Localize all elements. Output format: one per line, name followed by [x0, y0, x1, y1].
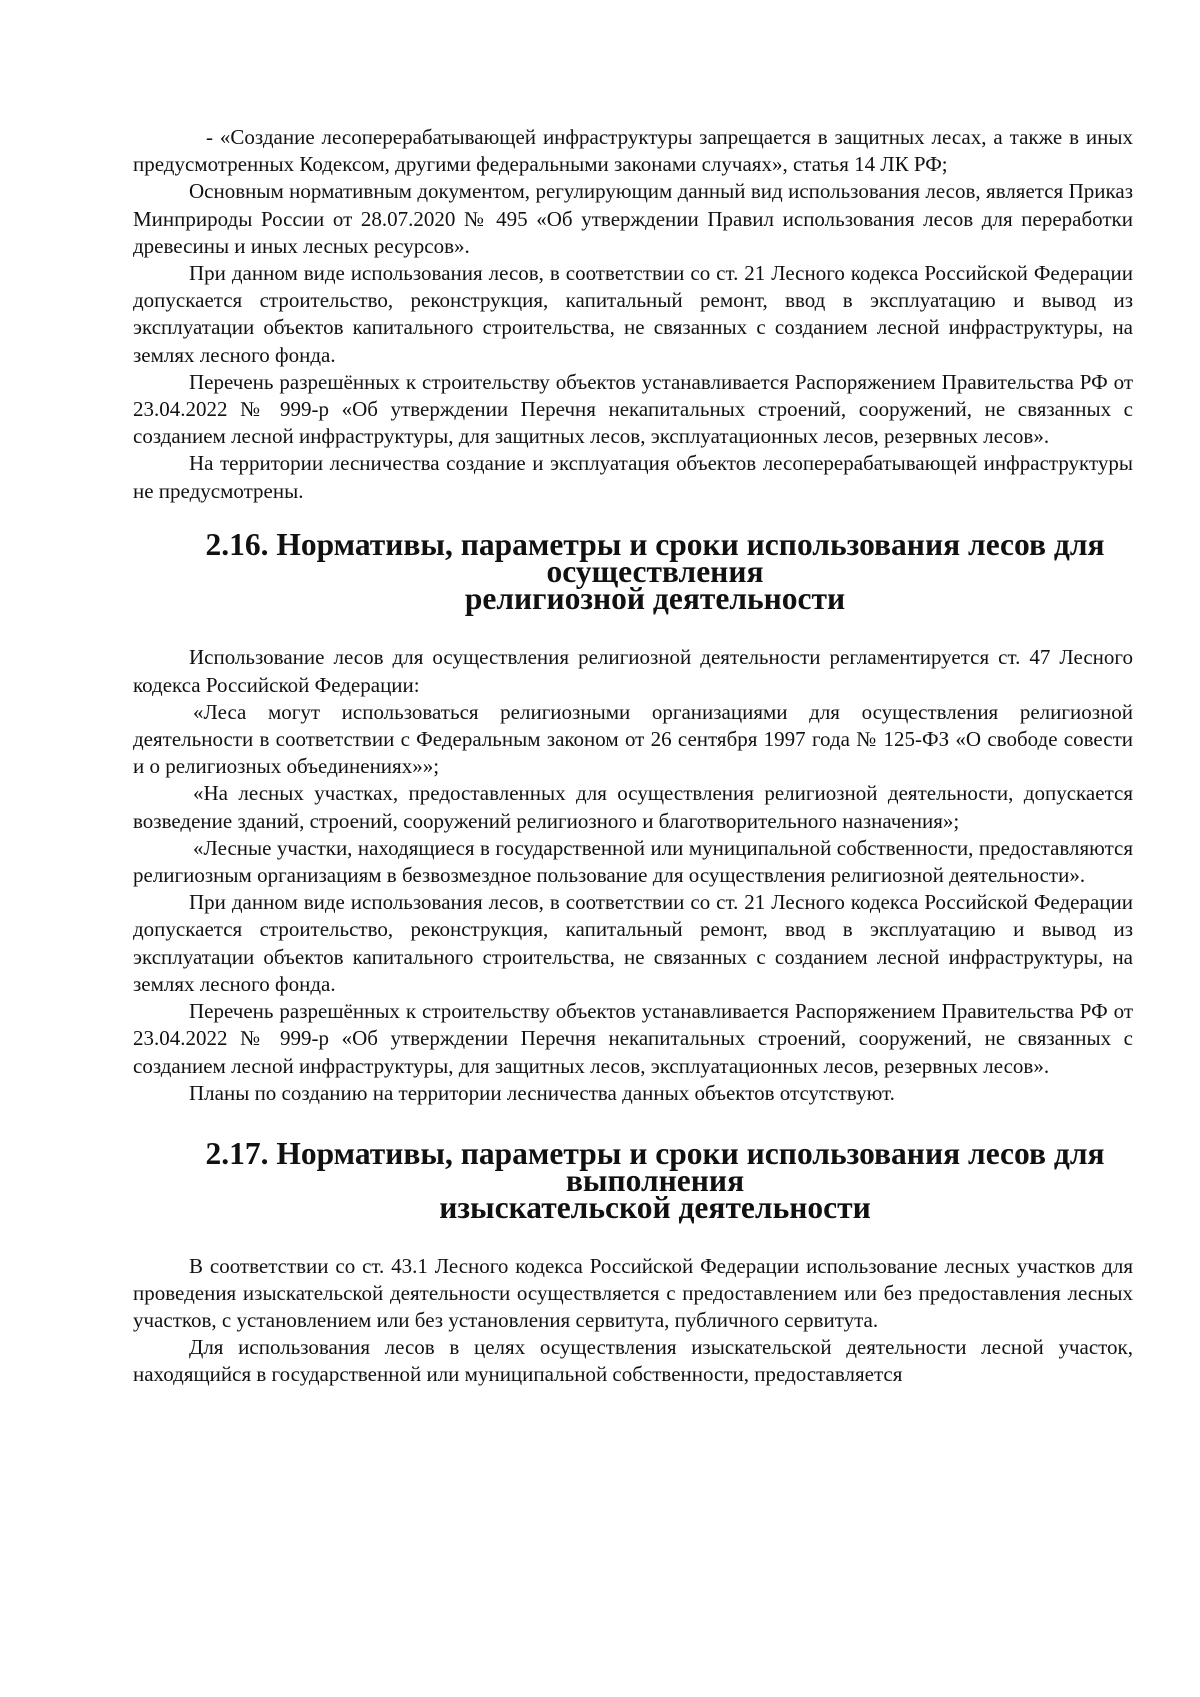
section-217-paragraph: Для использования лесов в целях осуществления изыскательской деятельности лесной участок, находящийся в государственной или муниципальной собственности, предоставляется — [133, 1335, 1133, 1387]
section-217-heading-line1: 2.17. Нормативы, параметры и сроки использования лесов для выполнения — [205, 1135, 1105, 1199]
section-216-quote: «На лесных участках, предоставленных для осуществления религиозной деятельности, допускается возведение зданий, строений, сооружений религиозного и благотворительного назначения»; — [133, 781, 1133, 833]
paragraph-permitted-objects: Перечень разрешённых к строительству объектов устанавливается Распоряжением Правительства РФ от 23.04.2022 № 999-р «Об утверждении Перечня некапитальных строений, сооружений, не связанных с созданием лесной инфраструктуры, для защитных лесов, эксплуатационных лесов, резервных лесов». — [133, 369, 1133, 449]
document-page — [133, 124, 1133, 1389]
paragraph-territory-note: На территории лесничества создание и эксплуатация объектов лесоперерабатывающей инфраструктуры не предусмотрены. — [133, 451, 1133, 503]
section-216-heading-line2: религиозной деятельности — [464, 581, 846, 617]
paragraph-article-14-quote: - «Создание лесоперерабатывающей инфраструктуры запрещается в защитных лесах, а также в иных предусмотренных Кодексом, другими федеральными законами случаях», статья 14 ЛК РФ; — [133, 125, 1133, 177]
section-216-quote: «Лесные участки, находящиеся в государственной или муниципальной собственности, предоставляются религиозным организациям в безвозмездное пользование для осуществления религиозной деятельности». — [133, 835, 1133, 888]
section-216-paragraph: Использование лесов для осуществления религиозной деятельности регламентируется ст. 47 Лесного кодекса Российской Федерации: — [133, 645, 1133, 697]
section-217-paragraph: В соответствии со ст. 43.1 Лесного кодекса Российской Федерации использование лесных участков для проведения изыскательской деятельности осуществляется с предоставлением или без предоставления лесных участков, с установлением или без установления сервитута, публичного сервитута. — [133, 1253, 1133, 1332]
section-216-quote: «Леса могут использоваться религиозными организациями для осуществления религиозной деятельности в соответствии с Федеральным законом от 26 сентября 1997 года № 125-ФЗ «О свободе совести и о религиозных объединениях»»; — [133, 699, 1133, 779]
section-216-paragraph: Перечень разрешённых к строительству объектов устанавливается Распоряжением Правительства РФ от 23.04.2022 № 999-р «Об утверждении Перечня некапитальных строений, сооружений, не связанных с созданием лесной инфраструктуры, для защитных лесов, эксплуатационных лесов, резервных лесов». — [133, 999, 1133, 1078]
section-217-heading — [133, 1135, 1133, 1226]
paragraph-main-regulation: Основным нормативным документом, регулирующим данный вид использования лесов, является Приказ Минприроды России от 28.07.2020 № 495 «Об утверждении Правил использования лесов для переработки древесины и иных лесных ресурсов». — [133, 179, 1133, 258]
paragraph-article-21: При данном виде использования лесов, в соответствии со ст. 21 Лесного кодекса Российской Федерации допускается строительство, реконструкция, капитальный ремонт, ввод в эксплуатацию и вывод из эксплуатации объектов капитального строительства, не связанных с созданием лесной инфраструктуры, на землях лесного фонда. — [133, 261, 1133, 367]
section-216-paragraph: Планы по созданию на территории лесничества данных объектов отсутствуют. — [189, 1080, 895, 1105]
section-216-paragraph: При данном виде использования лесов, в соответствии со ст. 21 Лесного кодекса Российской Федерации допускается строительство, реконструкция, капитальный ремонт, ввод в эксплуатацию и вывод из эксплуатации объектов капитального строительства, не связанных с созданием лесной инфраструктуры, на землях лесного фонда. — [133, 890, 1133, 996]
section-216-heading — [133, 526, 1133, 617]
section-217-heading-line2: изыскательской деятельности — [439, 1190, 871, 1226]
section-216-heading-line1: 2.16. Нормативы, параметры и сроки использования лесов для осуществления — [205, 526, 1105, 590]
